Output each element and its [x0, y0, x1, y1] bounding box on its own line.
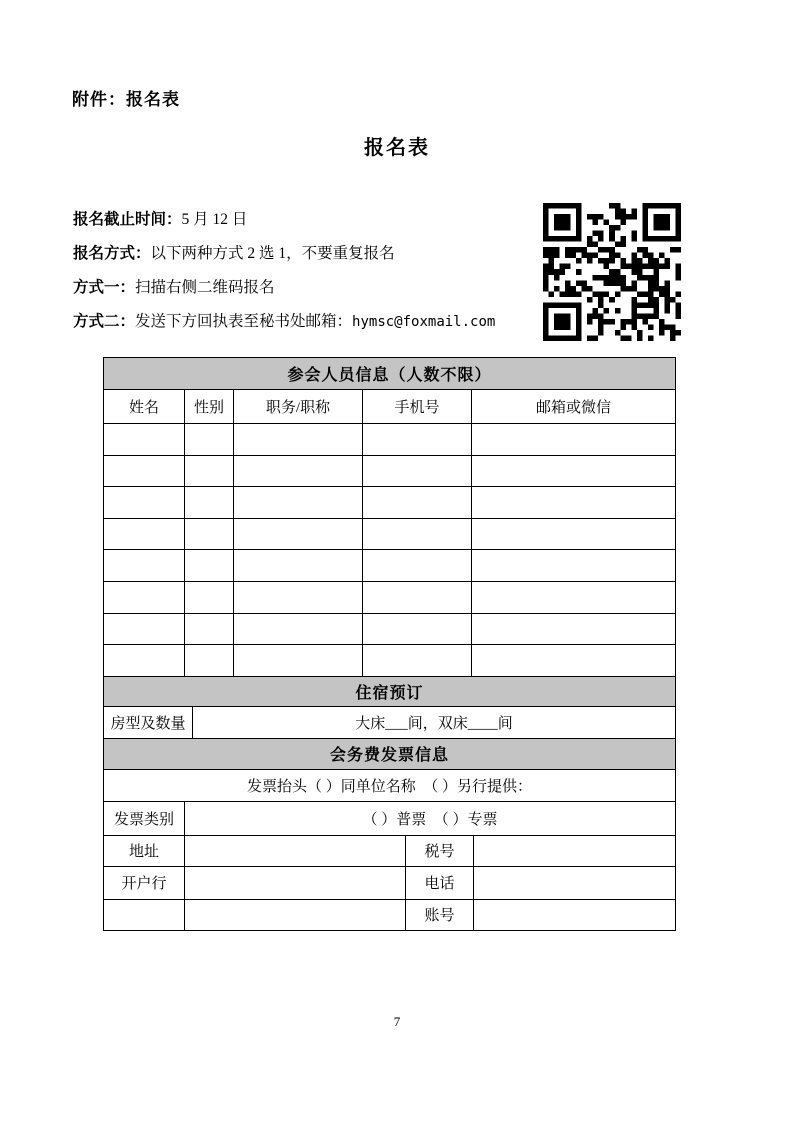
- empty-cell: [234, 645, 363, 677]
- method-line: [73, 237, 543, 271]
- participant-empty-row: [104, 518, 676, 550]
- tax-id-label: 税号: [406, 835, 474, 866]
- empty-cell: [472, 424, 676, 456]
- empty-cell: [234, 455, 363, 487]
- participant-empty-row: [104, 550, 676, 582]
- participants-column-header-row: [104, 390, 676, 424]
- empty-cell: [185, 518, 234, 550]
- method-two-line: [73, 305, 543, 339]
- attachment-heading: 附件：报名表: [72, 90, 180, 109]
- invoice-type-options: （ ）普票 （ ）专票: [185, 801, 676, 835]
- empty-cell: [363, 518, 472, 550]
- address-label: 地址: [104, 835, 185, 866]
- method-label: 报名方式：: [73, 245, 151, 262]
- empty-cell: [472, 518, 676, 550]
- invoice-title-option-row: 发票抬头（ ）同单位名称 （ ）另行提供：: [104, 769, 676, 801]
- method-one-line: [73, 271, 543, 305]
- registration-form-table: [103, 357, 675, 931]
- empty-cell: [104, 581, 185, 613]
- invoice-section-header: 会务费发票信息: [104, 738, 676, 769]
- method-two-label: 方式二：: [73, 313, 136, 330]
- empty-cell: [104, 613, 185, 645]
- empty-cell: [363, 455, 472, 487]
- col-header-phone: 手机号: [363, 390, 472, 424]
- room-type-value: 大床___间，双床____间: [193, 706, 676, 738]
- col-header-name: 姓名: [104, 390, 185, 424]
- empty-cell: [104, 518, 185, 550]
- method-one-label: 方式一：: [73, 279, 136, 296]
- lodging-table: [103, 676, 676, 739]
- empty-cell: [185, 550, 234, 582]
- tax-id-value-cell: [474, 835, 676, 866]
- participant-empty-row: [104, 645, 676, 677]
- participant-empty-row: [104, 613, 676, 645]
- method-two-value: 发送下方回执表至秘书处邮箱：: [135, 313, 353, 330]
- participants-table: [103, 357, 676, 677]
- lodging-section-header: 住宿预订: [104, 676, 676, 706]
- empty-cell: [185, 455, 234, 487]
- empty-cell: [363, 550, 472, 582]
- invoice-row-account: [104, 899, 676, 930]
- invoice-row-bank: [104, 866, 676, 899]
- empty-cell: [472, 487, 676, 519]
- empty-cell: [104, 455, 185, 487]
- page-title: 报名表: [364, 137, 430, 159]
- instructions-block: [73, 203, 543, 339]
- bank-label: 开户行: [104, 866, 185, 899]
- empty-cell: [234, 613, 363, 645]
- empty-cell: [185, 581, 234, 613]
- bank-value-cell: [185, 866, 406, 899]
- empty-cell: [185, 645, 234, 677]
- empty-cell: [363, 581, 472, 613]
- phone-label: 电话: [406, 866, 474, 899]
- empty-cell: [472, 645, 676, 677]
- blank-value-cell: [185, 899, 406, 930]
- registration-qr-code: [543, 203, 681, 341]
- empty-cell: [104, 645, 185, 677]
- room-type-label: 房型及数量: [104, 706, 193, 738]
- empty-cell: [363, 645, 472, 677]
- empty-cell: [185, 424, 234, 456]
- col-header-email: 邮箱或微信: [472, 390, 676, 424]
- address-value-cell: [185, 835, 406, 866]
- empty-cell: [104, 424, 185, 456]
- invoice-row-address: [104, 835, 676, 866]
- empty-cell: [104, 487, 185, 519]
- account-label: 账号: [406, 899, 474, 930]
- method-value: 以下两种方式 2 选 1，不要重复报名: [150, 245, 395, 262]
- empty-cell: [472, 613, 676, 645]
- empty-cell: [234, 581, 363, 613]
- page-number: 7: [393, 1014, 401, 1029]
- deadline-label: 报名截止时间：: [73, 211, 182, 228]
- participants-section-header: 参会人员信息（人数不限）: [104, 358, 676, 390]
- empty-cell: [104, 550, 185, 582]
- deadline-value: 5 月 12 日: [181, 211, 248, 228]
- empty-cell: [472, 455, 676, 487]
- participant-empty-row: [104, 455, 676, 487]
- empty-cell: [234, 518, 363, 550]
- method-one-value: 扫描右侧二维码报名: [135, 279, 275, 296]
- secretariat-email: hymsc@foxmail.com: [352, 314, 496, 330]
- participant-empty-row: [104, 424, 676, 456]
- phone-value-cell: [474, 866, 676, 899]
- col-header-title: 职务/职称: [234, 390, 363, 424]
- invoice-table: [103, 738, 676, 931]
- participant-empty-row: [104, 487, 676, 519]
- participants-empty-rows: [104, 424, 676, 677]
- empty-cell: [185, 613, 234, 645]
- empty-cell: [234, 550, 363, 582]
- blank-label-cell: [104, 899, 185, 930]
- participant-empty-row: [104, 581, 676, 613]
- empty-cell: [363, 613, 472, 645]
- deadline-line: [73, 203, 543, 237]
- empty-cell: [234, 487, 363, 519]
- empty-cell: [363, 487, 472, 519]
- empty-cell: [472, 581, 676, 613]
- empty-cell: [363, 424, 472, 456]
- empty-cell: [472, 550, 676, 582]
- invoice-type-label: 发票类别: [104, 801, 185, 835]
- empty-cell: [234, 424, 363, 456]
- account-value-cell: [474, 899, 676, 930]
- empty-cell: [185, 487, 234, 519]
- col-header-gender: 性别: [185, 390, 234, 424]
